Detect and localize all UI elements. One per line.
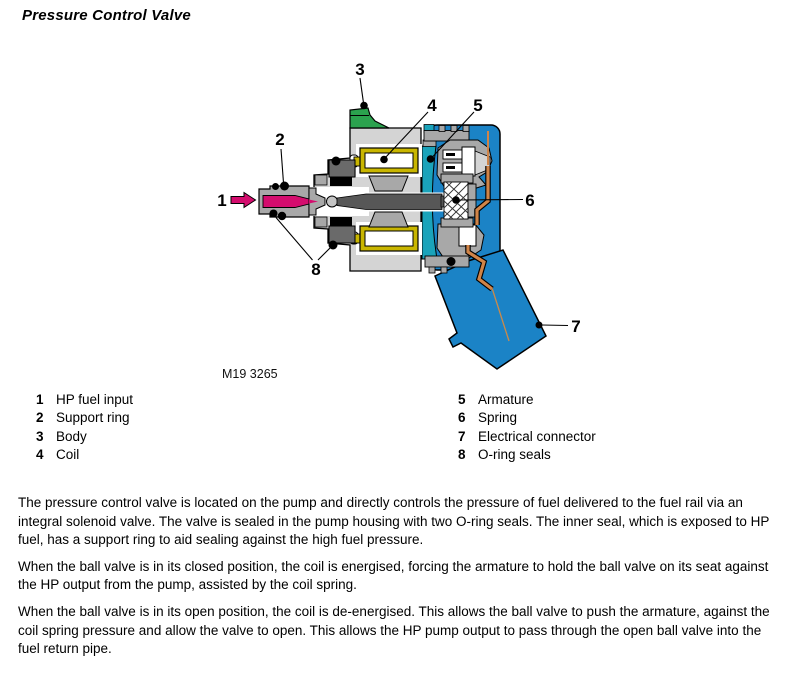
legend-item-3 — [36, 428, 458, 446]
oring-dot-bottom-b — [278, 212, 286, 220]
legend-num: 3 — [36, 428, 44, 444]
core-shaft — [337, 194, 442, 210]
callout-7: 7 — [571, 317, 581, 336]
legend-column-left — [36, 391, 458, 464]
callout-1: 1 — [217, 191, 227, 210]
pressure-control-valve-diagram — [188, 53, 607, 390]
oring-dot-housing — [447, 257, 456, 266]
paragraph-closed-position: When the ball valve is in its closed position, the coil is energised, forcing the armature to hold the ball valve on its seat against the HP output from the pump, assisted by the coil spring. — [18, 558, 769, 593]
paragraph-open-position: When the ball valve is in its open position, the coil is de-energised. This allows the ball valve to push the armature, against the coil spring pressure and allow the valve to open. This allows the HP pump output to pass through the open ball valve into the fuel return pipe. — [18, 603, 770, 657]
callout-5: 5 — [473, 96, 483, 115]
body-flange-green — [350, 108, 389, 128]
legend-column-right — [458, 391, 596, 464]
figure-caption: M19 3265 — [222, 367, 278, 381]
legend-num: 2 — [36, 410, 44, 426]
oring-dot-bottom-a — [270, 210, 278, 218]
legend-item-5 — [458, 391, 596, 409]
callout-8: 8 — [311, 260, 321, 279]
callout-2: 2 — [275, 130, 285, 149]
legend-label: O-ring seals — [478, 446, 551, 462]
callout-6: 6 — [525, 191, 535, 210]
legend-label: Spring — [478, 410, 518, 426]
pole-piece-upper — [369, 176, 408, 191]
fuel-flow-arrow-icon — [231, 193, 256, 208]
oring-dot-top — [280, 182, 289, 191]
legend-label: Support ring — [56, 410, 130, 426]
legend-num: 1 — [36, 392, 44, 407]
callout-legend — [36, 391, 596, 464]
legend-label: HP fuel input — [56, 392, 134, 407]
legend-item-6 — [458, 409, 596, 427]
legend-num: 5 — [458, 392, 466, 407]
page-title: Pressure Control Valve — [22, 7, 191, 24]
legend-item-4 — [36, 446, 458, 464]
legend-item-7 — [458, 428, 596, 446]
legend-label: Electrical connector — [478, 428, 596, 444]
support-ring-dot — [272, 183, 279, 190]
legend-item-2 — [36, 409, 458, 427]
legend-num: 8 — [458, 446, 466, 462]
pole-piece-lower — [369, 212, 408, 227]
legend-num: 4 — [36, 446, 44, 462]
legend-item-1 — [36, 391, 458, 409]
legend-label: Coil — [56, 446, 80, 462]
oring-dot-body-top — [332, 157, 341, 166]
description-text — [18, 494, 785, 667]
electrical-connector-shape — [435, 250, 546, 369]
callout-3: 3 — [355, 60, 365, 79]
legend-num: 7 — [458, 428, 466, 444]
paragraph-overview: The pressure control valve is located on the pump and directly controls the pressure of fuel delivered to the fuel rail via an integral solenoid valve. The valve is sealed in the pump housing with two O-ring seals. The inner seal, which is exposed to HP fuel, has a support ring to aid sealing against the high fuel pressure. — [18, 495, 770, 548]
legend-num: 6 — [458, 410, 466, 426]
fuel-inlet-assembly — [255, 183, 325, 219]
legend-label: Armature — [478, 392, 534, 407]
legend-label: Body — [56, 428, 87, 444]
ball-valve — [327, 196, 338, 207]
callout-4: 4 — [427, 96, 437, 115]
legend-item-8 — [458, 446, 596, 464]
fuel-channel — [263, 196, 309, 208]
